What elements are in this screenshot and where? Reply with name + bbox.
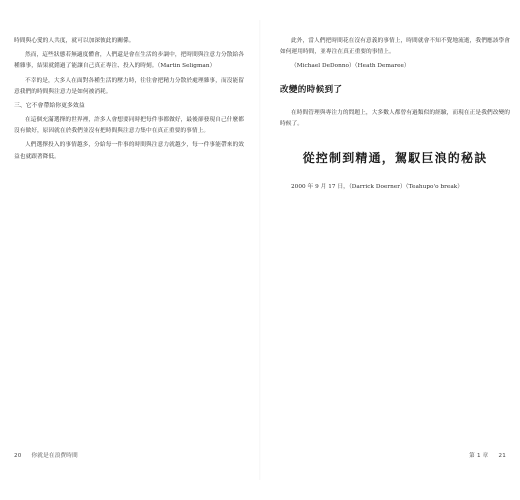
right-chapter-label: 第 1 章 [469, 453, 489, 459]
left-page [14, 36, 244, 426]
right-paragraph-2: （Michael DeDonno）（Heath Demaree） [291, 63, 410, 70]
right-page-number: 21 [498, 453, 506, 459]
right-footer [469, 452, 506, 460]
left-paragraph-4: 在這個充滿選擇的世界裡，許多人會想要同時把每件事都做好，最後卻發現自己什麼都沒有做好，原因就在於我們並沒有把時間與注意力集中在真正重要的事情上。 [14, 117, 244, 135]
left-page-number: 20 [14, 453, 22, 459]
left-running-head: 你就是在浪費時間 [31, 453, 78, 459]
right-paragraph-3: 在時間管理與專注力的問題上，大多數人都曾有過類似的經驗，而現在正是我們改變的時候了。 [280, 109, 510, 127]
right-page [280, 36, 510, 426]
left-footer [14, 452, 78, 460]
right-section-title: 改變的時候到了 [280, 84, 343, 95]
left-paragraph-5: 人們選擇投入的事情越多，分給每一件事的時間與注意力就越少，每一件事能帶來的效益也就跟著降低。 [14, 142, 244, 160]
book-gutter [259, 20, 261, 480]
left-paragraph-2: 然而，這些狀態若無適度體會，人們還是會在生活的步調中，把時間與注意力分散給各種雜事，結果就錯過了能讓自己真正專注、投入的時刻。（Martin Seligman） [14, 52, 244, 70]
right-paragraph-4: 2000 年 9 月 17 日，（Darrick Doerner）（Teahupo'o break） [291, 184, 463, 191]
left-paragraph-3: 不幸的是，大多人在面對各種生活的壓力時，往往會把精力分散於處理雜事，而沒能留意我們的時間與注意力是如何被消耗。 [14, 77, 244, 95]
left-subheading: 三、它不會帶給你更多效益 [14, 103, 85, 110]
right-chapter-title: 從控制到精通，駕馭巨浪的秘訣 [302, 151, 488, 166]
right-paragraph-1: 此外，當人們把時間花在沒有意義的事情上，時間就會不知不覺地流逝，我們應該學會如何運用時間，並專注在真正重要的事情上。 [280, 38, 510, 56]
left-paragraph-1: 時間與心愛的人共度，就可以加深彼此的關係。 [14, 38, 135, 44]
